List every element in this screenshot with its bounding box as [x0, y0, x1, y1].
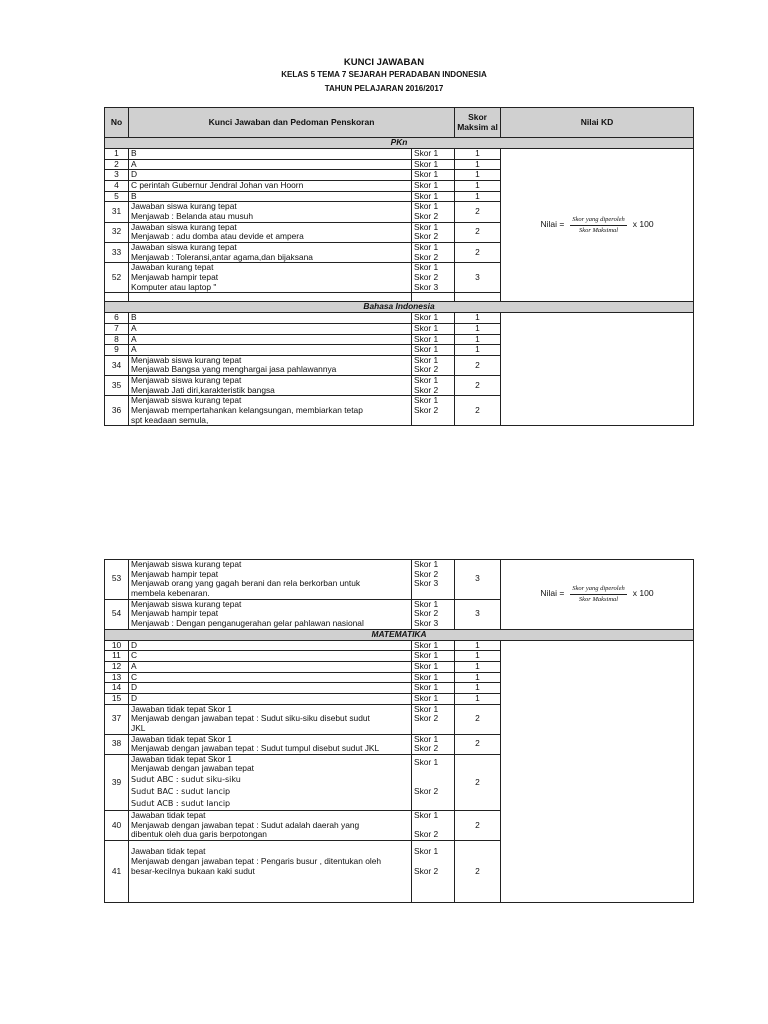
- row-number: 37: [105, 704, 129, 734]
- score-cell: [412, 811, 455, 841]
- max-score: 2: [455, 202, 501, 222]
- row-number: 6: [105, 313, 129, 324]
- score-cell: [412, 683, 455, 694]
- answer-cell-line: Menjawab siswa kurang tepat: [131, 355, 242, 365]
- max-score: 1: [455, 661, 501, 672]
- score-cell: [412, 672, 455, 683]
- answer-cell: [129, 222, 412, 242]
- answer-cell: [129, 640, 412, 651]
- score-cell: [412, 841, 455, 903]
- score-cell-line: Skor 1: [414, 148, 439, 158]
- max-score: 1: [455, 345, 501, 356]
- answer-cell-line: D: [131, 693, 138, 703]
- answer-cell-line: membela kebenaran.: [131, 587, 210, 598]
- max-score: 1: [455, 683, 501, 694]
- answer-cell: [129, 734, 412, 754]
- score-cell-line: Skor 2: [414, 384, 439, 395]
- score-cell-line: Skor 1: [414, 312, 439, 323]
- score-cell: [412, 754, 455, 810]
- score-cell-line: Skor 1: [414, 682, 439, 693]
- answer-cell-line: C: [131, 672, 138, 682]
- col-no: No: [105, 108, 129, 138]
- row-number: 8: [105, 334, 129, 345]
- answer-cell: [129, 202, 412, 222]
- row-number: 10: [105, 640, 129, 651]
- max-score: 3: [455, 599, 501, 629]
- answer-cell-line: A: [131, 334, 137, 344]
- score-cell-line: Skor 1: [414, 355, 439, 365]
- answer-cell-line: Menjawab : Belanda atau musuh: [131, 210, 253, 221]
- answer-key-table-2: [104, 559, 694, 903]
- score-cell: [412, 191, 455, 202]
- max-score: 1: [455, 693, 501, 704]
- row-number: 14: [105, 683, 129, 694]
- answer-cell-line: Menjawab siswa kurang tepat: [131, 375, 242, 386]
- score-cell-line: [414, 416, 452, 426]
- answer-cell-line: Menjawab hampir tepat: [131, 568, 219, 579]
- row-number: 5: [105, 191, 129, 202]
- formula-numerator: Skor yang diperoleh: [570, 585, 626, 594]
- answer-cell-line: Komputer atau laptop ": [131, 281, 217, 292]
- answer-cell-line: B: [131, 191, 137, 201]
- max-score: 2: [455, 355, 501, 375]
- answer-cell: [129, 560, 412, 600]
- formula-fraction: [570, 216, 626, 234]
- score-cell-line: Skor 2: [414, 231, 439, 242]
- formula-prefix: Nilai =: [540, 588, 565, 599]
- answer-cell-line: Menjawab hampir tepat: [131, 608, 219, 619]
- score-cell-line: Skor 1: [414, 661, 439, 671]
- score-cell-line: Skor 1: [414, 191, 439, 201]
- answer-cell-line: A: [131, 661, 137, 671]
- score-cell-line: Skor 2: [414, 608, 439, 619]
- max-score: 2: [455, 396, 501, 426]
- row-number: 1: [105, 149, 129, 160]
- formula-prefix: Nilai =: [540, 219, 565, 230]
- col-skor-maks: Skor Maksim al: [455, 108, 501, 138]
- answer-cell-line: C perintah Gubernur Jendral Johan van Hoorn: [131, 180, 304, 190]
- formula-denominator: Skor Maksimal: [578, 595, 619, 603]
- nilai-kd-formula: [501, 560, 694, 630]
- score-cell: [412, 323, 455, 334]
- answer-cell-line: Jawaban siswa kurang tepat: [131, 242, 237, 252]
- score-cell-line: Skor 1: [414, 672, 439, 682]
- max-score: 2: [455, 376, 501, 396]
- answer-cell: [129, 693, 412, 704]
- score-cell: [412, 599, 455, 629]
- answer-cell-line: Sudut BAC : sudut lancip: [131, 787, 231, 797]
- answer-cell-line: Menjawab dengan jawaban tepat : Sudut siku-siku disebut sudut: [131, 713, 370, 724]
- score-cell-line: Skor 1: [414, 375, 439, 386]
- row-number: 2: [105, 159, 129, 170]
- section-row: [105, 629, 694, 640]
- answer-cell-line: Menjawab : Dengan penganugerahan gelar pahlawan nasional: [131, 617, 364, 628]
- answer-cell: [129, 599, 412, 629]
- score-cell-line: Skor 2: [414, 364, 439, 375]
- row-number: 31: [105, 202, 129, 222]
- score-cell-line: Skor 1: [414, 640, 439, 650]
- row-number: 11: [105, 651, 129, 662]
- score-cell-line: Skor 3: [414, 281, 439, 292]
- answer-cell-line: [131, 886, 409, 896]
- answer-cell-line: Menjawab : Toleransi,antar agama,dan bijaksana: [131, 251, 313, 262]
- answer-cell: [129, 170, 412, 181]
- answer-cell-line: Jawaban siswa kurang tepat: [131, 222, 237, 232]
- answer-cell-line: besar-kecilnya bukaan kaki sudut: [131, 865, 255, 876]
- answer-cell: [129, 672, 412, 683]
- answer-cell-line: B: [131, 312, 137, 323]
- score-cell-line: Skor 1: [414, 810, 439, 821]
- score-cell-line: Skor 2: [414, 786, 439, 797]
- score-cell-line: Skor 2: [414, 251, 439, 262]
- answer-cell-line: Menjawab Jati diri,karakteristik bangsa: [131, 384, 275, 395]
- answer-cell-line: Jawaban tidak tepat Skor 1: [131, 704, 233, 714]
- score-cell: [412, 313, 455, 324]
- answer-cell-line: Jawaban siswa kurang tepat: [131, 201, 237, 212]
- section-title-pkn: PKn: [105, 138, 694, 149]
- answer-cell-line: Jawaban tidak tepat: [131, 846, 206, 857]
- answer-cell-line: Menjawab dengan jawaban tepat : Sudut adalah daerah yang: [131, 819, 360, 830]
- answer-cell-line: Menjawab siswa kurang tepat: [131, 559, 242, 569]
- row-number: 52: [105, 263, 129, 293]
- answer-cell: [129, 811, 412, 841]
- score-cell-line: Skor 1: [414, 180, 439, 190]
- row-number: 53: [105, 560, 129, 600]
- score-cell-line: Skor 2: [414, 271, 439, 282]
- max-score: 2: [455, 222, 501, 242]
- score-cell: [412, 734, 455, 754]
- formula-suffix: x 100: [632, 588, 654, 599]
- answer-cell: [129, 355, 412, 375]
- answer-cell-line: Menjawab dengan jawaban tepat: [131, 763, 254, 774]
- section-row: [105, 138, 694, 149]
- score-cell-line: Skor 1: [414, 650, 439, 661]
- answer-cell-line: Sudut ACB : sudut lancip: [131, 799, 231, 809]
- score-cell: [412, 661, 455, 672]
- score-cell-line: Skor 1: [414, 693, 439, 703]
- score-cell: [412, 202, 455, 222]
- score-cell: [412, 640, 455, 651]
- answer-cell: [129, 345, 412, 356]
- answer-cell: [129, 396, 412, 426]
- score-cell-line: [414, 724, 452, 734]
- row-number: 9: [105, 345, 129, 356]
- max-score: 1: [455, 180, 501, 191]
- score-cell-line: Skor 1: [414, 395, 439, 406]
- row-number: 13: [105, 672, 129, 683]
- row-number: 41: [105, 841, 129, 903]
- max-score: 1: [455, 323, 501, 334]
- row-number: 3: [105, 170, 129, 181]
- score-cell-line: Skor 1: [414, 262, 439, 273]
- max-score: 3: [455, 263, 501, 293]
- row-number: 33: [105, 242, 129, 262]
- row-number: 39: [105, 754, 129, 810]
- max-score: 2: [455, 841, 501, 903]
- score-cell: [412, 159, 455, 170]
- score-cell: [412, 704, 455, 734]
- answer-cell-line: Menjawab dengan jawaban tepat : Sudut tumpul disebut sudut JKL: [131, 743, 380, 754]
- answer-cell-line: Menjawab dengan jawaban tepat : Pengaris busur , ditentukan oleh: [131, 856, 382, 867]
- score-cell-line: Skor 2: [414, 713, 439, 724]
- score-cell-line: Skor 1: [414, 222, 439, 232]
- score-cell: [412, 355, 455, 375]
- formula-denominator: Skor Maksimal: [578, 226, 619, 234]
- answer-cell: [129, 180, 412, 191]
- doc-title: KUNCI JAWABAN: [343, 57, 425, 68]
- answer-cell: [129, 323, 412, 334]
- section-title-matematika: MATEMATIKA: [105, 629, 694, 640]
- max-score: 1: [455, 672, 501, 683]
- max-score: 2: [455, 754, 501, 810]
- row-number: 12: [105, 661, 129, 672]
- doc-year: TAHUN PELAJARAN 2016/2017: [324, 84, 444, 93]
- score-cell: [412, 560, 455, 600]
- row-number: 35: [105, 376, 129, 396]
- score-cell: [412, 651, 455, 662]
- max-score: 1: [455, 651, 501, 662]
- max-score: 2: [455, 734, 501, 754]
- max-score: 2: [455, 242, 501, 262]
- answer-cell: [129, 376, 412, 396]
- score-cell-line: Skor 1: [414, 846, 439, 857]
- answer-cell: [129, 242, 412, 262]
- score-cell: [412, 180, 455, 191]
- score-cell: [412, 376, 455, 396]
- answer-cell-line: Jawaban tidak tepat Skor 1: [131, 754, 233, 764]
- max-score: 1: [455, 170, 501, 181]
- nilai-kd-empty: [501, 313, 694, 426]
- max-score: 1: [455, 149, 501, 160]
- score-cell-line: [414, 797, 452, 807]
- row-number: 38: [105, 734, 129, 754]
- answer-cell-line: Menjawab hampir tepat: [131, 271, 219, 282]
- row-number: 32: [105, 222, 129, 242]
- score-cell-line: [414, 768, 452, 778]
- formula-suffix: x 100: [632, 219, 654, 230]
- row-number: 15: [105, 693, 129, 704]
- answer-cell: [129, 334, 412, 345]
- table-row: [105, 313, 694, 324]
- answer-cell-line: Menjawab mempertahankan kelangsungan, membiarkan tetap: [131, 405, 363, 416]
- answer-cell: [129, 263, 412, 293]
- score-cell: [412, 222, 455, 242]
- answer-cell-line: Jawaban kurang tepat: [131, 262, 214, 273]
- answer-cell-line: A: [131, 323, 137, 333]
- row-number: 36: [105, 396, 129, 426]
- answer-cell-line: D: [131, 682, 138, 693]
- table-row: [105, 560, 694, 600]
- max-score: 1: [455, 313, 501, 324]
- score-cell: [412, 242, 455, 262]
- score-cell-line: Skor 1: [414, 201, 439, 212]
- row-number: 7: [105, 323, 129, 334]
- row-number: 54: [105, 599, 129, 629]
- col-kunci: Kunci Jawaban dan Pedoman Penskoran: [129, 108, 455, 138]
- score-cell-line: Skor 3: [414, 578, 439, 589]
- doc-subtitle: KELAS 5 TEMA 7 SEJARAH PERADABAN INDONESIA: [281, 70, 487, 79]
- section-title-bahasa: Bahasa Indonesia: [105, 302, 694, 313]
- score-cell-line: Skor 2: [414, 865, 439, 876]
- answer-cell: [129, 159, 412, 170]
- answer-cell: [129, 704, 412, 734]
- answer-cell-line: Menjawab : adu domba atau devide et ampera: [131, 231, 304, 242]
- score-cell-line: Skor 2: [414, 210, 439, 221]
- answer-cell: [129, 683, 412, 694]
- score-cell-line: Skor 1: [414, 734, 439, 744]
- answer-cell: [129, 754, 412, 810]
- max-score: 1: [455, 191, 501, 202]
- score-cell-line: Skor 1: [414, 169, 439, 180]
- answer-cell: [129, 149, 412, 160]
- score-cell-line: Skor 1: [414, 334, 439, 344]
- answer-cell: [129, 841, 412, 903]
- answer-cell-line: D: [131, 169, 138, 180]
- answer-cell-line: spt keadaan semula,: [131, 414, 209, 425]
- score-cell-line: Skor 1: [414, 757, 439, 768]
- score-cell-line: Skor 1: [414, 242, 439, 252]
- answer-cell-line: C: [131, 650, 138, 661]
- score-cell-line: Skor 1: [414, 704, 439, 714]
- answer-key-table-1: [104, 107, 694, 426]
- answer-cell-line: Menjawab Bangsa yang menghargai jasa pahlawannya: [131, 364, 337, 375]
- col-nilai-kd: Nilai KD: [501, 108, 694, 138]
- row-number: 4: [105, 180, 129, 191]
- section-row: [105, 302, 694, 313]
- answer-cell-line: Jawaban tidak tepat: [131, 810, 206, 821]
- max-score: 3: [455, 560, 501, 600]
- table-row: [105, 640, 694, 651]
- score-cell-line: Skor 3: [414, 617, 439, 628]
- max-score: 1: [455, 640, 501, 651]
- answer-cell-line: Sudut ABC : sudut siku-siku: [131, 775, 241, 785]
- answer-cell-line: [131, 876, 409, 886]
- score-cell: [412, 149, 455, 160]
- answer-cell-line: Menjawab siswa kurang tepat: [131, 395, 242, 406]
- table-row: [105, 149, 694, 160]
- answer-cell-line: dibentuk oleh dua garis berpotongan: [131, 829, 267, 840]
- answer-cell: [129, 191, 412, 202]
- max-score: 1: [455, 159, 501, 170]
- row-number: 40: [105, 811, 129, 841]
- score-cell: [412, 263, 455, 293]
- score-cell-line: Skor 2: [414, 405, 439, 416]
- score-cell-line: Skor 2: [414, 568, 439, 579]
- answer-cell-line: Jawaban tidak tepat Skor 1: [131, 734, 233, 744]
- answer-cell-line: D: [131, 640, 138, 650]
- max-score: 2: [455, 811, 501, 841]
- formula-numerator: Skor yang diperoleh: [570, 216, 626, 225]
- score-cell-line: Skor 1: [414, 344, 439, 355]
- nilai-kd-formula: [501, 149, 694, 302]
- score-cell-line: [414, 886, 452, 896]
- answer-cell-line: Menjawab orang yang gagah berani dan rela berkorban untuk: [131, 578, 361, 589]
- answer-cell-line: A: [131, 344, 137, 355]
- nilai-kd-empty: [501, 640, 694, 903]
- formula-fraction: [570, 585, 626, 603]
- score-cell: [412, 693, 455, 704]
- answer-cell-line: B: [131, 148, 137, 158]
- score-cell: [412, 170, 455, 181]
- answer-cell-line: Menjawab siswa kurang tepat: [131, 599, 242, 609]
- answer-cell-line: A: [131, 159, 137, 169]
- answer-cell: [129, 313, 412, 324]
- score-cell-line: Skor 1: [414, 323, 439, 333]
- row-number: 34: [105, 355, 129, 375]
- answer-cell: [129, 651, 412, 662]
- answer-cell: [129, 661, 412, 672]
- max-score: 2: [455, 704, 501, 734]
- score-cell: [412, 345, 455, 356]
- answer-cell-line: JKL: [131, 722, 146, 733]
- score-cell-line: [414, 589, 452, 599]
- score-cell: [412, 334, 455, 345]
- max-score: 1: [455, 334, 501, 345]
- score-cell-line: Skor 2: [414, 743, 439, 754]
- score-cell-line: Skor 1: [414, 159, 439, 169]
- score-cell-line: [414, 876, 452, 886]
- score-cell-line: Skor 1: [414, 599, 439, 609]
- score-cell: [412, 396, 455, 426]
- score-cell-line: Skor 1: [414, 559, 439, 569]
- score-cell-line: Skor 2: [414, 829, 439, 840]
